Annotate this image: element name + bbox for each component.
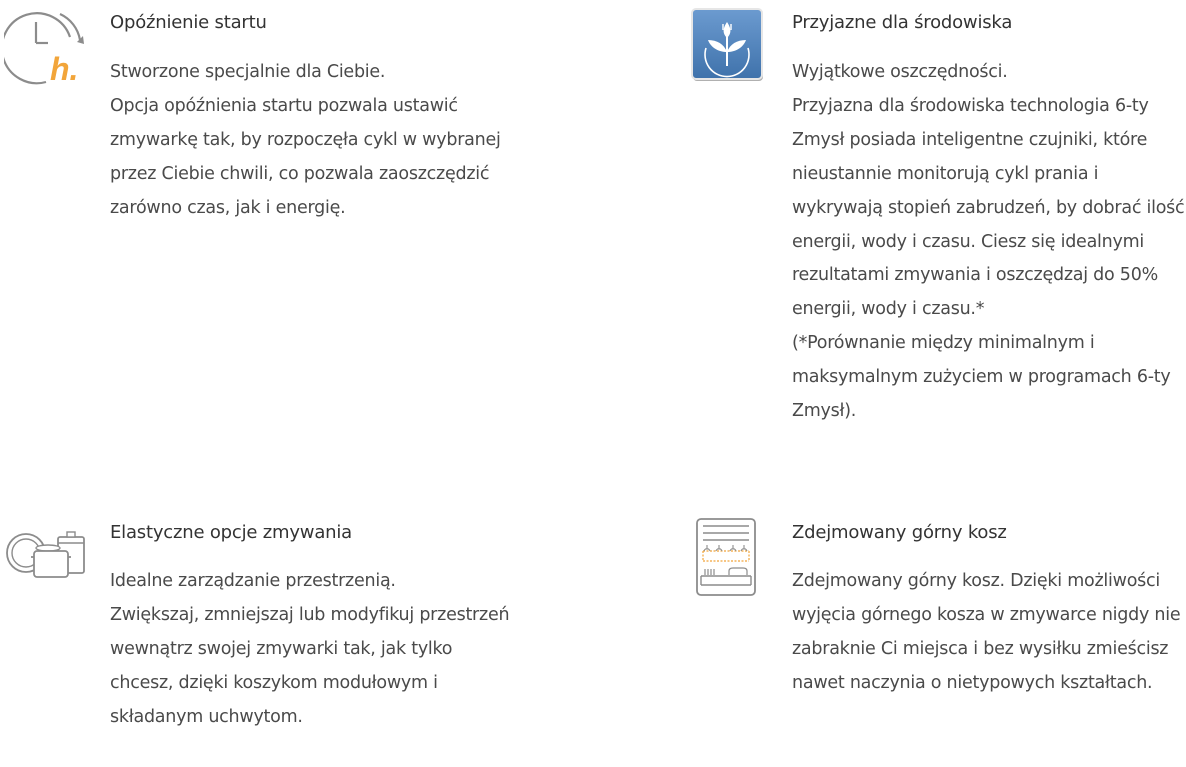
feature-text-line: Wyjątkowe oszczędności.	[792, 62, 1008, 82]
feature-description	[110, 565, 509, 735]
feature-description	[792, 56, 1184, 429]
feature-text-line: energii, wody i czasu.*	[792, 299, 985, 320]
feature-text-line: Opcja opóźnienia startu pozwala ustawić	[110, 95, 458, 116]
feature-title: Elastyczne opcje zmywania	[110, 522, 352, 543]
feature-text-line: Zwiększaj, zmniejszaj lub modyfikuj przestrzeń	[110, 604, 510, 625]
feature-description	[792, 565, 1180, 701]
feature-text-line: Zmysł).	[792, 401, 857, 422]
feature-text-line: przez Ciebie chwili, co pozwala zaoszczędzić	[110, 163, 490, 184]
dishes-pots-icon	[4, 529, 88, 585]
feature-flexible-washing	[0, 505, 560, 745]
feature-text-line: energii, wody i czasu. Ciesz się idealnymi	[792, 231, 1145, 252]
feature-delay-start	[0, 0, 560, 260]
feature-text-line: Zdejmowany górny kosz. Dzięki możliwości	[792, 571, 1161, 591]
feature-title: Zdejmowany górny kosz	[792, 522, 1007, 543]
feature-text-line: wykrywają stopień zabrudzeń, by dobrać ilość	[792, 197, 1185, 218]
feature-text-line: nieustannie monitorują cykl prania i	[792, 163, 1099, 184]
feature-text-line: Przyjazna dla środowiska technologia 6-ty	[792, 95, 1149, 116]
feature-text-line: zarówno czas, jak i energię.	[110, 197, 346, 218]
feature-text-line: maksymalnym zużyciem w programach 6-ty	[792, 367, 1171, 388]
eco-plant-icon	[691, 8, 767, 84]
feature-text-line: (*Porównanie między minimalnym i	[792, 333, 1095, 354]
feature-text-line: wyjęcia górnego kosza w zmywarce nigdy nie	[792, 604, 1181, 625]
feature-text-line: rezultatami zmywania i oszczędzaj do 50%	[792, 265, 1158, 286]
feature-title: Opóźnienie startu	[110, 12, 267, 33]
feature-description	[110, 56, 501, 226]
feature-text-line: Idealne zarządzanie przestrzenią.	[110, 571, 396, 591]
feature-text-line: zabraknie Ci miejsca i bez wysiłku zmieścisz	[792, 638, 1169, 659]
delay-hour-mark: h.	[50, 51, 79, 87]
dishwasher-basket-icon	[695, 517, 757, 597]
feature-text-line: chcesz, dzięki koszykom modułowym i	[110, 672, 438, 693]
feature-text-line: wewnątrz swojej zmywarki tak, jak tylko	[110, 638, 453, 659]
feature-removable-basket	[683, 505, 1186, 705]
feature-text-line: zmywarkę tak, by rozpoczęła cykl w wybranej	[110, 129, 501, 150]
feature-title: Przyjazne dla środowiska	[792, 12, 1013, 33]
clock-delay-icon	[4, 8, 88, 88]
feature-text-line: składanym uchwytom.	[110, 706, 303, 727]
feature-eco-friendly	[683, 0, 1186, 440]
feature-text-line: Stworzone specjalnie dla Ciebie.	[110, 62, 386, 82]
feature-text-line: Zmysł posiada inteligentne czujniki, które	[792, 129, 1148, 150]
feature-text-line: nawet naczynia o nietypowych kształtach.	[792, 672, 1153, 693]
